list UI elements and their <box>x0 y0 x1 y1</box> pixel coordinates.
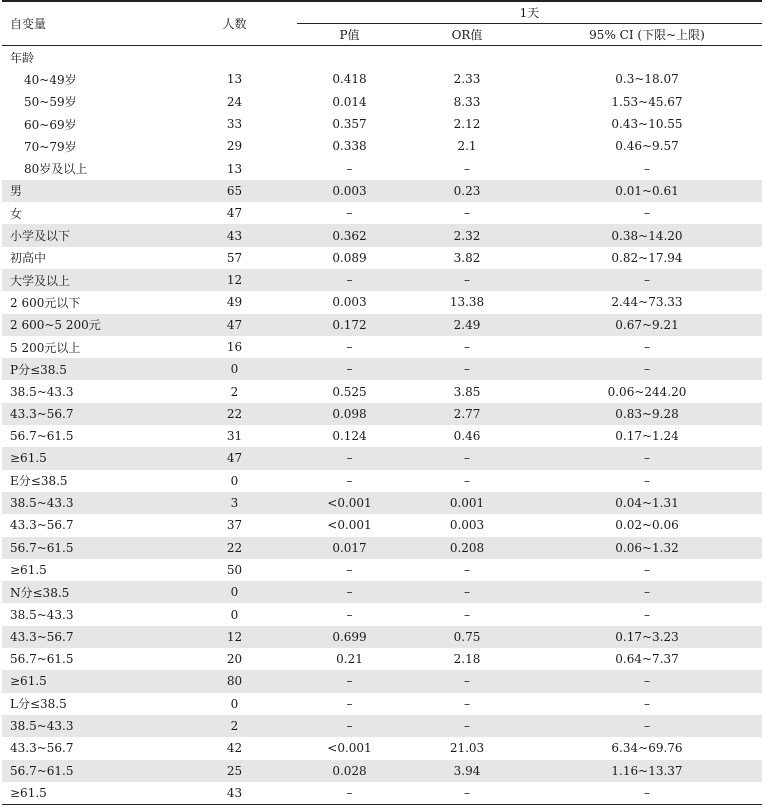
cell-variable: 56.7~61.5 <box>10 652 74 667</box>
cell-or-value: 0.46 <box>453 429 481 444</box>
cell-count: 0 <box>230 473 239 488</box>
cell-variable: 43.3~56.7 <box>2 403 172 425</box>
cell-or-value: – <box>464 607 470 622</box>
cell-ci: 0.67~9.21 <box>532 314 762 336</box>
cell-or-value: – <box>402 447 532 469</box>
cell-count: 29 <box>226 139 243 154</box>
cell-or-value: 2.32 <box>402 224 532 246</box>
cell-count: 0 <box>172 358 297 380</box>
cell-or-value: 0.208 <box>402 537 532 559</box>
table-row <box>2 291 762 313</box>
table-row <box>2 314 762 336</box>
cell-or-value: – <box>402 269 532 291</box>
cell-ci: – <box>644 206 650 221</box>
cell-ci: 0.82~17.94 <box>611 250 683 265</box>
cell-variable: L分≤38.5 <box>10 697 67 712</box>
cell-or-value: 3.94 <box>402 760 532 782</box>
cell-ci: 1.53~45.67 <box>611 94 683 109</box>
cell-ci <box>532 46 762 69</box>
table-row <box>2 670 762 692</box>
cell-variable: 女 <box>10 206 23 221</box>
cell-count: 2 <box>230 384 239 399</box>
table-row <box>2 447 762 469</box>
cell-p-value: 0.089 <box>332 250 367 265</box>
table-row <box>2 269 762 291</box>
table-row <box>2 648 762 670</box>
cell-ci: – <box>644 562 650 577</box>
cell-or-value: 2.49 <box>402 314 532 336</box>
cell-count: 25 <box>172 760 297 782</box>
cell-count: 50 <box>226 562 243 577</box>
cell-ci: 0.83~9.28 <box>532 403 762 425</box>
cell-p-value: – <box>297 581 402 603</box>
table-row <box>2 157 762 179</box>
cell-count: 0 <box>172 581 297 603</box>
cell-count: 13 <box>226 72 243 87</box>
cell-variable: 56.7~61.5 <box>10 429 74 444</box>
table-header <box>2 1 762 46</box>
cell-count: 20 <box>226 652 243 667</box>
cell-or-value: – <box>464 696 470 711</box>
cell-p-value: – <box>346 340 353 354</box>
cell-p-value: 0.357 <box>332 117 367 132</box>
cell-p-value: – <box>297 670 402 692</box>
cell-ci: 0.17~3.23 <box>532 626 762 648</box>
cell-count: 49 <box>226 295 243 310</box>
cell-count: 2 <box>172 715 297 737</box>
cell-ci: 0.46~9.57 <box>615 139 679 154</box>
table-row <box>2 603 762 625</box>
cell-or-value: – <box>464 206 470 221</box>
cell-variable: 年龄 <box>10 50 35 65</box>
cell-or-value: 2.1 <box>457 139 477 154</box>
cell-variable: 56.7~61.5 <box>2 537 172 559</box>
cell-ci: – <box>644 607 650 622</box>
cell-or-value: 21.03 <box>449 741 485 756</box>
table-row <box>2 492 762 514</box>
cell-count: 31 <box>226 429 243 444</box>
cell-count: 43 <box>172 224 297 246</box>
cell-count: 0 <box>230 607 239 622</box>
cell-count: 47 <box>172 447 297 469</box>
cell-ci: – <box>532 269 762 291</box>
cell-variable: 初高中 <box>10 251 47 266</box>
header-ci: 95% CI (下限~上限) <box>532 24 762 46</box>
cell-p-value: 0.699 <box>297 626 402 648</box>
cell-variable: ≥61.5 <box>2 670 172 692</box>
cell-variable: P分≤38.5 <box>2 358 172 380</box>
table-row <box>2 358 762 380</box>
cell-or-value: – <box>464 473 470 488</box>
cell-count: 22 <box>172 403 297 425</box>
cell-variable: 38.5~43.3 <box>10 607 74 622</box>
cell-or-value: 0.75 <box>402 626 532 648</box>
cell-p-value <box>297 46 402 69</box>
cell-p-value: – <box>297 269 402 291</box>
cell-count: 47 <box>172 314 297 336</box>
table-row <box>2 715 762 737</box>
cell-ci: 0.06~244.20 <box>607 384 687 399</box>
cell-ci: – <box>532 358 762 380</box>
cell-or-value: 0.23 <box>402 180 532 202</box>
cell-variable: 50~59岁 <box>24 95 77 110</box>
cell-variable: 80岁及以上 <box>24 162 88 177</box>
cell-variable: 43.3~56.7 <box>10 741 74 756</box>
table-row <box>2 760 762 782</box>
table-row <box>2 403 762 425</box>
cell-count: 13 <box>226 161 243 176</box>
cell-variable: 40~49岁 <box>24 72 77 87</box>
cell-variable: 56.7~61.5 <box>2 760 172 782</box>
cell-count: 43 <box>172 782 297 805</box>
cell-p-value: 0.124 <box>332 429 367 444</box>
cell-count: 0 <box>230 696 239 711</box>
cell-p-value: 0.172 <box>297 314 402 336</box>
cell-variable: 5 200元以上 <box>10 340 81 355</box>
table-row <box>2 626 762 648</box>
cell-ci: 0.01~0.61 <box>532 180 762 202</box>
cell-or-value: – <box>402 358 532 380</box>
cell-p-value: 0.338 <box>332 139 367 154</box>
cell-variable: 43.3~56.7 <box>10 518 74 533</box>
cell-p-value: – <box>297 715 402 737</box>
cell-or-value: – <box>402 715 532 737</box>
cell-or-value: 2.12 <box>453 117 481 132</box>
cell-p-value: – <box>297 358 402 380</box>
table-row <box>2 470 762 492</box>
table-row <box>2 782 762 805</box>
cell-count: 24 <box>226 94 243 109</box>
table-row <box>2 380 762 402</box>
cell-or-value: – <box>464 161 470 176</box>
cell-p-value: 0.098 <box>297 403 402 425</box>
table-row <box>2 91 762 113</box>
table-row <box>2 737 762 759</box>
table-row <box>2 693 762 715</box>
table-row <box>2 559 762 581</box>
cell-count: 3 <box>172 492 297 514</box>
cell-variable: 60~69岁 <box>24 117 77 132</box>
cell-p-value: – <box>346 473 353 488</box>
cell-or-value: 13.38 <box>449 295 485 310</box>
cell-count <box>172 46 297 69</box>
cell-p-value: – <box>346 607 353 622</box>
cell-or-value: 0.001 <box>402 492 532 514</box>
cell-variable: 38.5~43.3 <box>10 384 74 399</box>
cell-ci: – <box>532 447 762 469</box>
cell-p-value: 0.21 <box>336 652 363 667</box>
cell-ci: 1.16~13.37 <box>532 760 762 782</box>
cell-count: 47 <box>226 206 243 221</box>
cell-ci: 0.43~10.55 <box>611 117 683 132</box>
cell-variable: ≥61.5 <box>2 447 172 469</box>
cell-p-value: 0.525 <box>332 384 367 399</box>
table-row <box>2 113 762 135</box>
table-row <box>2 247 762 269</box>
cell-count: 12 <box>172 269 297 291</box>
cell-or-value: – <box>464 340 470 354</box>
cell-ci: – <box>532 715 762 737</box>
cell-variable: 男 <box>2 180 172 202</box>
cell-or-value: – <box>402 581 532 603</box>
cell-count: 12 <box>172 626 297 648</box>
cell-variable: 43.3~56.7 <box>2 626 172 648</box>
cell-p-value: 0.362 <box>297 224 402 246</box>
cell-p-value: – <box>297 782 402 805</box>
table-row <box>2 202 762 224</box>
cell-p-value: 0.418 <box>332 72 367 87</box>
table-row <box>2 46 762 69</box>
cell-ci: 0.64~7.37 <box>615 652 679 667</box>
cell-p-value: <0.001 <box>327 518 372 533</box>
cell-ci: – <box>644 696 650 711</box>
cell-p-value: 0.003 <box>297 180 402 202</box>
cell-or-value: 3.85 <box>453 384 481 399</box>
table-row <box>2 135 762 157</box>
cell-count: 65 <box>172 180 297 202</box>
cell-ci: – <box>644 340 650 354</box>
cell-variable: 2 600元以下 <box>10 295 81 310</box>
cell-count: 22 <box>172 537 297 559</box>
cell-ci: 2.44~73.33 <box>611 295 683 310</box>
cell-count: 80 <box>172 670 297 692</box>
table-row <box>2 537 762 559</box>
header-count: 人数 <box>172 1 297 46</box>
cell-ci: – <box>532 581 762 603</box>
cell-or-value: – <box>464 562 470 577</box>
cell-count: 33 <box>226 117 243 132</box>
cell-count: 16 <box>226 340 243 354</box>
cell-or-value <box>402 46 532 69</box>
cell-variable: N分≤38.5 <box>2 581 172 603</box>
cell-ci: 0.02~0.06 <box>615 518 679 533</box>
table-body <box>2 46 762 805</box>
cell-or-value: 0.003 <box>449 518 485 533</box>
cell-ci: 0.04~1.31 <box>532 492 762 514</box>
cell-variable: ≥61.5 <box>10 562 47 577</box>
cell-variable: 小学及以下 <box>2 224 172 246</box>
cell-p-value: 0.014 <box>332 94 367 109</box>
header-or-value: OR值 <box>402 24 532 46</box>
cell-or-value: – <box>402 782 532 805</box>
table-row <box>2 425 762 447</box>
cell-p-value: <0.001 <box>327 741 372 756</box>
cell-variable: 大学及以上 <box>2 269 172 291</box>
cell-or-value: 2.33 <box>453 72 481 87</box>
header-p-value: P值 <box>297 24 402 46</box>
table-row <box>2 336 762 358</box>
cell-p-value: – <box>346 696 353 711</box>
cell-ci: – <box>532 782 762 805</box>
table-row <box>2 224 762 246</box>
table-row <box>2 514 762 536</box>
table-row <box>2 68 762 90</box>
cell-variable: 2 600~5 200元 <box>2 314 172 336</box>
cell-p-value: 0.028 <box>297 760 402 782</box>
cell-p-value: – <box>297 447 402 469</box>
table-row <box>2 180 762 202</box>
cell-ci: – <box>644 473 650 488</box>
header-group-1day: 1天 <box>297 1 762 24</box>
cell-or-value: 2.18 <box>453 652 481 667</box>
cell-ci: 0.38~14.20 <box>532 224 762 246</box>
cell-p-value: – <box>346 161 353 176</box>
cell-variable: 38.5~43.3 <box>2 492 172 514</box>
cell-variable: 38.5~43.3 <box>2 715 172 737</box>
header-variable: 自变量 <box>2 1 172 46</box>
cell-p-value: – <box>346 562 353 577</box>
cell-p-value: 0.003 <box>332 295 367 310</box>
cell-p-value: – <box>346 206 353 221</box>
cell-p-value: 0.017 <box>297 537 402 559</box>
cell-count: 37 <box>226 518 243 533</box>
cell-variable: E分≤38.5 <box>10 474 68 489</box>
cell-variable: 70~79岁 <box>24 139 77 154</box>
cell-ci: – <box>532 670 762 692</box>
cell-or-value: 2.77 <box>402 403 532 425</box>
cell-ci: 6.34~69.76 <box>611 741 683 756</box>
cell-ci: – <box>644 161 650 176</box>
cell-or-value: 8.33 <box>453 94 481 109</box>
cell-ci: 0.06~1.32 <box>532 537 762 559</box>
cell-or-value: – <box>402 670 532 692</box>
cell-count: 42 <box>226 741 243 756</box>
cell-p-value: <0.001 <box>297 492 402 514</box>
cell-ci: 0.3~18.07 <box>615 72 679 87</box>
regression-table <box>2 0 762 805</box>
cell-variable: ≥61.5 <box>2 782 172 805</box>
table-row <box>2 581 762 603</box>
cell-or-value: 3.82 <box>453 250 481 265</box>
cell-count: 57 <box>226 250 243 265</box>
cell-ci: 0.17~1.24 <box>615 429 679 444</box>
